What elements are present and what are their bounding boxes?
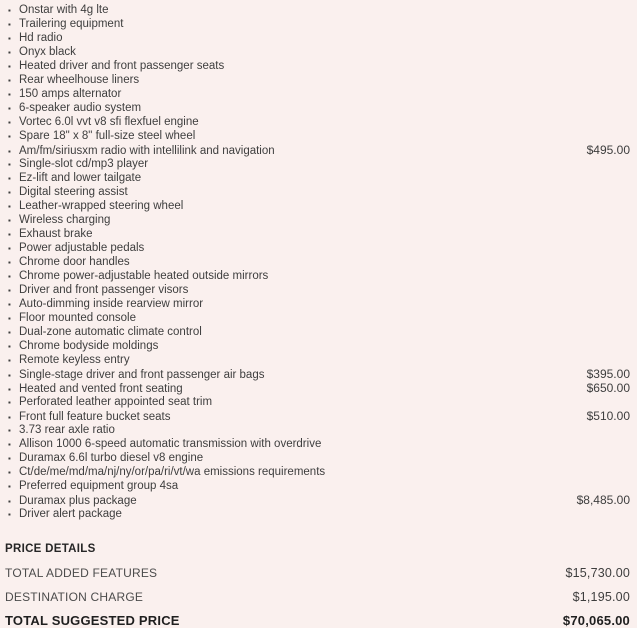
bullet-icon: ▪ xyxy=(8,440,11,449)
feature-label: Duramax 6.6l turbo diesel v8 engine xyxy=(19,452,204,464)
bullet-icon: ▪ xyxy=(8,34,11,43)
feature-label: Heated and vented front seating xyxy=(19,383,183,395)
price-detail-amount: $70,065.00 xyxy=(562,613,630,628)
feature-item xyxy=(5,409,630,423)
bullet-icon: ▪ xyxy=(8,147,11,156)
feature-item xyxy=(5,381,630,395)
feature-label: Driver alert package xyxy=(19,508,122,520)
feature-label: Driver and front passenger visors xyxy=(19,284,189,296)
feature-item xyxy=(5,339,630,353)
feature-item xyxy=(5,45,630,59)
feature-item xyxy=(5,479,630,493)
feature-label: Onyx black xyxy=(19,46,76,58)
feature-item xyxy=(5,199,630,213)
feature-item xyxy=(5,87,630,101)
bullet-icon: ▪ xyxy=(8,454,11,463)
feature-item xyxy=(5,73,630,87)
bullet-icon: ▪ xyxy=(8,482,11,491)
feature-label: Spare 18" x 8" full-size steel wheel xyxy=(19,130,196,142)
bullet-icon: ▪ xyxy=(8,314,11,323)
feature-item xyxy=(5,3,630,17)
feature-label: Heated driver and front passenger seats xyxy=(19,60,225,72)
feature-item xyxy=(5,395,630,409)
feature-item xyxy=(5,59,630,73)
feature-item xyxy=(5,423,630,437)
feature-item xyxy=(5,451,630,465)
bullet-icon: ▪ xyxy=(8,413,11,422)
feature-item xyxy=(5,367,630,381)
feature-label: Perforated leather appointed seat trim xyxy=(19,396,213,408)
bullet-icon: ▪ xyxy=(8,342,11,351)
feature-label: Allison 1000 6-speed automatic transmission with overdrive xyxy=(19,438,322,450)
price-detail-amount: $1,195.00 xyxy=(572,590,630,604)
feature-label: Exhaust brake xyxy=(19,228,93,240)
feature-item xyxy=(5,297,630,311)
bullet-icon: ▪ xyxy=(8,272,11,281)
feature-label: Single-stage driver and front passenger air bags xyxy=(19,369,265,381)
feature-label: Preferred equipment group 4sa xyxy=(19,480,179,492)
feature-price: $510.00 xyxy=(586,409,630,423)
bullet-icon: ▪ xyxy=(8,174,11,183)
bullet-icon: ▪ xyxy=(8,468,11,477)
bullet-icon: ▪ xyxy=(8,6,11,15)
price-details-heading: PRICE DETAILS xyxy=(5,543,96,555)
feature-label: Chrome door handles xyxy=(19,256,130,268)
bullet-icon: ▪ xyxy=(8,20,11,29)
price-detail-row xyxy=(5,614,630,628)
feature-label: Ez-lift and lower tailgate xyxy=(19,172,142,184)
bullet-icon: ▪ xyxy=(8,300,11,309)
feature-item xyxy=(5,143,630,157)
feature-item xyxy=(5,171,630,185)
feature-item xyxy=(5,269,630,283)
feature-label: Leather-wrapped steering wheel xyxy=(19,200,184,212)
feature-item xyxy=(5,325,630,339)
feature-label: Front full feature bucket seats xyxy=(19,411,171,423)
bullet-icon: ▪ xyxy=(8,244,11,253)
feature-item xyxy=(5,465,630,479)
feature-item xyxy=(5,17,630,31)
bullet-icon: ▪ xyxy=(8,328,11,337)
bullet-icon: ▪ xyxy=(8,385,11,394)
feature-label: Vortec 6.0l vvt v8 sfi flexfuel engine xyxy=(19,116,199,128)
bullet-icon: ▪ xyxy=(8,371,11,380)
bullet-icon: ▪ xyxy=(8,132,11,141)
bullet-icon: ▪ xyxy=(8,104,11,113)
feature-item xyxy=(5,227,630,241)
feature-item xyxy=(5,507,630,521)
feature-price: $395.00 xyxy=(586,367,630,381)
feature-item xyxy=(5,185,630,199)
feature-label: Duramax plus package xyxy=(19,495,137,507)
bullet-icon: ▪ xyxy=(8,202,11,211)
bullet-icon: ▪ xyxy=(8,398,11,407)
feature-label: Single-slot cd/mp3 player xyxy=(19,158,149,170)
bullet-icon: ▪ xyxy=(8,510,11,519)
feature-item xyxy=(5,101,630,115)
feature-item xyxy=(5,493,630,507)
feature-price: $8,485.00 xyxy=(576,493,630,507)
feature-label: Hd radio xyxy=(19,32,63,44)
bullet-icon: ▪ xyxy=(8,76,11,85)
feature-price: $650.00 xyxy=(586,381,630,395)
price-details-rows xyxy=(5,566,630,628)
feature-label: Trailering equipment xyxy=(19,18,124,30)
feature-item xyxy=(5,241,630,255)
bullet-icon: ▪ xyxy=(8,188,11,197)
feature-label: 3.73 rear axle ratio xyxy=(19,424,115,436)
feature-item xyxy=(5,115,630,129)
price-detail-label: TOTAL SUGGESTED PRICE xyxy=(5,613,180,628)
feature-label: Auto-dimming inside rearview mirror xyxy=(19,298,204,310)
bullet-icon: ▪ xyxy=(8,160,11,169)
feature-label: Digital steering assist xyxy=(19,186,128,198)
feature-label: Chrome power-adjustable heated outside mirrors xyxy=(19,270,269,282)
bullet-icon: ▪ xyxy=(8,258,11,267)
price-detail-label: TOTAL ADDED FEATURES xyxy=(5,566,158,580)
bullet-icon: ▪ xyxy=(8,48,11,57)
price-detail-row xyxy=(5,590,630,604)
feature-item xyxy=(5,213,630,227)
feature-price: $495.00 xyxy=(586,143,630,157)
feature-item xyxy=(5,283,630,297)
feature-item xyxy=(5,255,630,269)
bullet-icon: ▪ xyxy=(8,286,11,295)
feature-label: 150 amps alternator xyxy=(19,88,122,100)
bullet-icon: ▪ xyxy=(8,426,11,435)
bullet-icon: ▪ xyxy=(8,230,11,239)
bullet-icon: ▪ xyxy=(8,90,11,99)
feature-label: Chrome bodyside moldings xyxy=(19,340,159,352)
bullet-icon: ▪ xyxy=(8,356,11,365)
feature-item xyxy=(5,311,630,325)
bullet-icon: ▪ xyxy=(8,497,11,506)
feature-item xyxy=(5,437,630,451)
feature-label: 6-speaker audio system xyxy=(19,102,142,114)
bullet-icon: ▪ xyxy=(8,216,11,225)
price-detail-amount: $15,730.00 xyxy=(565,566,630,580)
feature-label: Rear wheelhouse liners xyxy=(19,74,140,86)
feature-label: Remote keyless entry xyxy=(19,354,130,366)
bullet-icon: ▪ xyxy=(8,118,11,127)
feature-label: Dual-zone automatic climate control xyxy=(19,326,202,338)
price-detail-row xyxy=(5,566,630,580)
feature-item xyxy=(5,353,630,367)
feature-item xyxy=(5,129,630,143)
feature-label: Floor mounted console xyxy=(19,312,136,324)
bullet-icon: ▪ xyxy=(8,62,11,71)
feature-label: Ct/de/me/md/ma/nj/ny/or/pa/ri/vt/wa emissions requirements xyxy=(19,466,326,478)
price-detail-label: DESTINATION CHARGE xyxy=(5,590,144,604)
feature-label: Onstar with 4g lte xyxy=(19,4,109,16)
feature-label: Am/fm/siriusxm radio with intellilink and navigation xyxy=(19,145,275,157)
price-details-section xyxy=(5,542,630,628)
feature-item xyxy=(5,157,630,171)
feature-label: Wireless charging xyxy=(19,214,111,226)
feature-item xyxy=(5,31,630,45)
feature-label: Power adjustable pedals xyxy=(19,242,145,254)
